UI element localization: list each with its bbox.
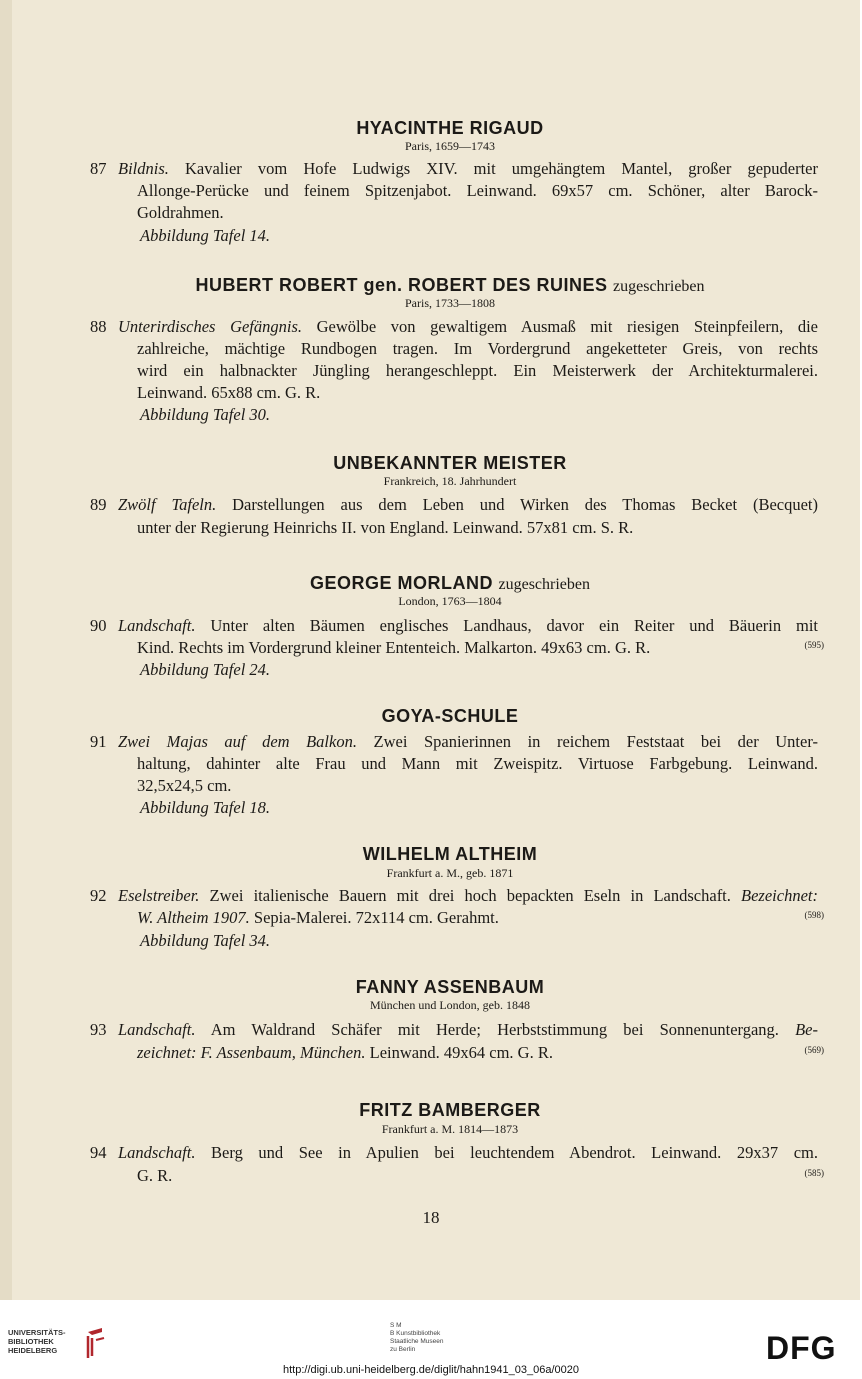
italic-text: Landschaft. [118,1143,196,1162]
artist-name: UNBEKANNTER MEISTER [333,453,567,473]
library-stamp: S M B Kunstbibliothek Staatliche Museen zu Berlin [390,1322,444,1353]
description-line [118,1020,818,1040]
text: wird ein halbnackter Jüngling herangeschleppt. Ein Meisterwerk der Architekturmalerei. [137,361,818,380]
artist-heading [100,453,800,474]
illustration-ref [140,931,270,951]
italic-text: Zwölf Tafeln. [118,495,217,514]
text: unter der Regierung Heinrichs II. von England. Leinwand. 57x81 cm. S. R. [137,518,634,537]
artist-name: FANNY ASSENBAUM [355,977,545,997]
lot-number: 92 [90,886,107,905]
italic-text: Be- [795,1020,818,1039]
text: 32,5x24,5 cm. [137,776,232,795]
artist-origin: München und London, geb. 1848 [370,998,530,1012]
description-line [137,638,650,658]
artist-name: GEORGE MORLAND [309,573,493,593]
text: G. R. [137,1166,173,1185]
illustration-ref [140,405,270,425]
italic-text: Bezeichnet: [741,886,818,905]
attribution-note: zugeschrieben [498,576,591,593]
artist-heading [100,844,800,865]
italic-text: Landschaft. [118,616,196,635]
italic-text: Bildnis. [118,159,169,178]
italic-text: Landschaft. [118,1020,196,1039]
description-line [118,317,818,337]
lot-number: 91 [90,732,107,751]
text: Zwei Spanierinnen in reichem Feststaat bei der Unter- [356,732,818,751]
description-line [118,616,818,636]
description-line [137,339,818,359]
lot-number: 90 [90,616,107,635]
reference-code: (569) [804,1045,824,1055]
text: Leinwand. 65x88 cm. G. R. [137,383,321,402]
description-line [137,1043,553,1063]
artist-name: WILHELM ALTHEIM [362,844,538,864]
lot-number: 87 [90,159,107,178]
italic-text: Abbildung Tafel 18. [140,798,271,817]
artist-name: HYACINTHE RIGAUD [356,118,544,138]
source-url-link[interactable]: http://digi.ub.uni-heidelberg.de/diglit/hahn1941_03_06a/0020 [282,1364,580,1376]
illustration-ref [140,798,270,818]
text: Kavalier vom Hofe Ludwigs XIV. mit umgehängtem Mantel, großer gepuderter [168,159,818,178]
description-line [118,495,818,515]
artist-heading [100,977,800,998]
university-library-logo: UNIVERSITÄTS- BIBLIOTHEK HEIDELBERG [8,1328,66,1355]
text: Zwei italienische Bauern mit drei hoch bepackten Eseln in Landschaft. [199,886,742,905]
illustration-ref [140,660,270,680]
description-line [137,518,633,538]
artist-heading [100,706,800,727]
text: Leinwand. 49x64 cm. G. R. [365,1043,553,1062]
text: zahlreiche, mächtige Rundbogen tragen. Im Vordergrund angeketteter Greis, von rechts [137,339,818,358]
text: Berg und See in Apulien bei leuchtendem Abendrot. Leinwand. 29x37 cm. [195,1143,818,1162]
reference-code: (585) [804,1168,824,1178]
artist-name: FRITZ BAMBERGER [359,1100,541,1120]
text: Gewölbe von gewaltigem Ausmaß mit riesigen Steinpfeilern, die [302,317,818,336]
text: Allonge-Perücke und feinem Spitzenjabot. Leinwand. 69x57 cm. Schöner, alter Barock- [137,181,818,200]
page-number: 18 [422,1208,440,1227]
artist-heading [100,1100,800,1121]
description-line [137,181,818,201]
text: Goldrahmen. [137,203,224,222]
italic-text: Unterirdisches Gefängnis. [118,317,303,336]
description-line [137,776,231,796]
text: Sepia-Malerei. 72x114 cm. Gerahmt. [249,908,499,927]
text: Am Waldrand Schäfer mit Herde; Herbststimmung bei Sonnenuntergang. [195,1020,796,1039]
artist-heading [100,573,800,594]
page-edge [0,0,12,1300]
lot-number: 89 [90,495,107,514]
text: Darstellungen aus dem Leben und Wirken des Thomas Becket (Becquet) [216,495,818,514]
italic-text: Abbildung Tafel 30. [140,405,271,424]
italic-text: Eselstreiber. [118,886,200,905]
artist-origin: London, 1763—1804 [398,594,502,608]
text: Unter alten Bäumen englisches Landhaus, davor ein Reiter und Bäuerin mit [195,616,818,635]
artist-origin: Paris, 1659—1743 [405,139,495,153]
reference-code: (595) [804,640,824,650]
text: haltung, dahinter alte Frau und Mann mit Zweispitz. Virtuose Farbgebung. Leinwand. [137,754,818,773]
italic-text: Abbildung Tafel 14. [140,226,271,245]
illustration-ref [140,226,270,246]
artist-heading [100,118,800,139]
description-line [118,159,818,179]
dfg-logo: DFG [766,1330,837,1366]
description-line [137,383,320,403]
italic-text: W. Altheim 1907. [137,908,250,927]
italic-text: Abbildung Tafel 34. [140,931,271,950]
description-line [118,1143,818,1163]
description-line [137,754,818,774]
lot-number: 94 [90,1143,107,1162]
library-emblem-icon [84,1326,108,1360]
artist-origin: Frankreich, 18. Jahrhundert [383,474,517,488]
text: Kind. Rechts im Vordergrund kleiner Ententeich. Malkarton. 49x63 cm. G. R. [137,638,651,657]
italic-text: Zwei Majas auf dem Balkon. [118,732,357,751]
description-line [137,908,499,928]
artist-origin: Frankfurt a. M., geb. 1871 [386,866,514,880]
description-line [137,203,224,223]
italic-text: zeichnet: F. Assenbaum, München. [137,1043,366,1062]
artist-origin: Paris, 1733—1808 [405,296,495,310]
description-line [118,886,818,906]
description-line [118,732,818,752]
artist-name: HUBERT ROBERT gen. ROBERT DES RUINES [195,275,608,295]
artist-heading [100,275,800,296]
italic-text: Abbildung Tafel 24. [140,660,271,679]
description-line [137,1166,172,1186]
artist-name: GOYA-SCHULE [381,706,519,726]
lot-number: 93 [90,1020,107,1039]
lot-number: 88 [90,317,107,336]
reference-code: (598) [804,910,824,920]
attribution-note: zugeschrieben [613,278,705,295]
artist-origin: Frankfurt a. M. 1814—1873 [381,1122,519,1136]
description-line [137,361,818,381]
